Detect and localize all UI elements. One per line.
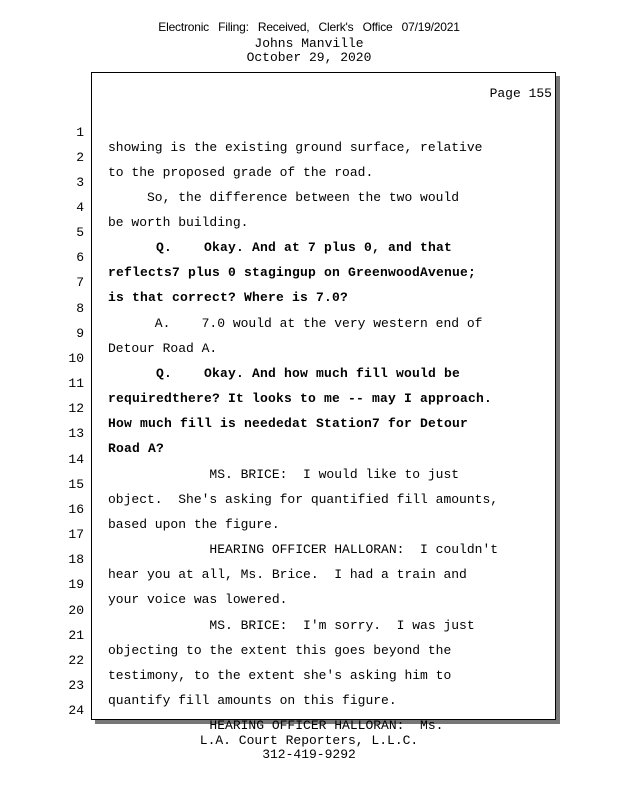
line-text: be worth building. — [108, 215, 249, 230]
court-reporter-name: L.A. Court Reporters, L.L.C. — [199, 733, 419, 748]
transcript-line — [0, 160, 618, 205]
line-number: 15 — [68, 477, 84, 492]
line-number: 24 — [68, 703, 84, 718]
line-number: 5 — [76, 225, 84, 240]
transcript-line — [0, 462, 618, 507]
line-text: objecting to the extent this goes beyond the — [108, 643, 452, 658]
line-number: 12 — [68, 401, 84, 416]
line-number: 22 — [68, 653, 84, 668]
line-number: 13 — [68, 426, 84, 441]
case-name: Johns Manville — [254, 36, 364, 51]
court-reporter-phone: 312-419-9292 — [262, 747, 356, 762]
line-text: is that correct? Where is 7.0? — [108, 290, 349, 305]
transcript-date: October 29, 2020 — [246, 50, 372, 65]
line-number: 16 — [68, 502, 84, 517]
transcript-line — [0, 135, 618, 180]
line-text: So, the difference between the two would — [108, 190, 460, 205]
line-number: 2 — [76, 150, 84, 165]
line-number: 10 — [68, 351, 84, 366]
line-text: your voice was lowered. — [108, 592, 288, 607]
line-text: How much fill is neededat Station7 for Detour — [108, 416, 469, 431]
transcript-line — [0, 663, 618, 708]
line-text: MS. BRICE: I'm sorry. I was just — [108, 618, 475, 633]
transcript-line — [0, 260, 618, 305]
line-number: 17 — [68, 527, 84, 542]
line-number: 14 — [68, 452, 84, 467]
line-number: 21 — [68, 628, 84, 643]
transcript-line — [0, 210, 618, 255]
transcript-line — [0, 361, 618, 406]
transcript-line — [0, 512, 618, 557]
line-number: 3 — [76, 175, 84, 190]
line-text: reflects7 plus 0 stagingup on GreenwoodAvenue; — [108, 265, 477, 280]
line-number: 18 — [68, 552, 84, 567]
line-text: A. 7.0 would at the very western end of — [108, 316, 483, 331]
line-number: 19 — [68, 577, 84, 592]
transcript-line — [0, 286, 618, 331]
transcript-line — [0, 437, 618, 482]
line-number: 9 — [76, 326, 84, 341]
transcript-line — [0, 688, 618, 733]
line-text: Q. Okay. And at 7 plus 0, and that — [108, 240, 453, 255]
transcript-line — [0, 537, 618, 582]
line-text: quantify fill amounts on this figure. — [108, 693, 397, 708]
line-text: requiredthere? It looks to me -- may I approach. — [108, 391, 493, 406]
transcript-line — [0, 311, 618, 356]
line-number: 1 — [76, 125, 84, 140]
line-text: Road A? — [108, 441, 165, 456]
filing-stamp: Electronic Filing: Received, Clerk's Office 07/19/2021 — [158, 20, 460, 34]
transcript-line — [0, 386, 618, 431]
transcript-line — [0, 613, 618, 658]
transcript-line — [0, 411, 618, 456]
line-text: Q. Okay. And how much fill would be — [108, 366, 461, 381]
page-number: Page 155 — [489, 86, 552, 101]
transcript-line — [0, 336, 618, 381]
transcript-line — [0, 562, 618, 607]
line-text: testimony, to the extent she's asking him to — [108, 668, 452, 683]
line-text: Detour Road A. — [108, 341, 218, 356]
line-number: 8 — [76, 301, 84, 316]
line-text: MS. BRICE: I would like to just — [108, 467, 460, 482]
transcript-line — [0, 487, 618, 532]
line-number: 20 — [68, 603, 84, 618]
transcript-line — [0, 185, 618, 230]
transcript-line — [0, 588, 618, 633]
transcript-line — [0, 235, 618, 280]
line-number: 4 — [76, 200, 84, 215]
line-text: to the proposed grade of the road. — [108, 165, 374, 180]
line-text: HEARING OFFICER HALLORAN: I couldn't — [108, 542, 499, 557]
line-text: showing is the existing ground surface, relative — [108, 140, 483, 155]
transcript-line — [0, 638, 618, 683]
line-text: hear you at all, Ms. Brice. I had a train and — [108, 567, 467, 582]
transcript-line — [0, 110, 618, 155]
line-number: 6 — [76, 250, 84, 265]
line-number: 23 — [68, 678, 84, 693]
line-number: 11 — [68, 376, 84, 391]
line-text: HEARING OFFICER HALLORAN: Ms. — [108, 718, 444, 733]
line-text: based upon the figure. — [108, 517, 280, 532]
line-number: 7 — [76, 275, 84, 290]
line-text: object. She's asking for quantified fill amounts, — [108, 492, 499, 507]
